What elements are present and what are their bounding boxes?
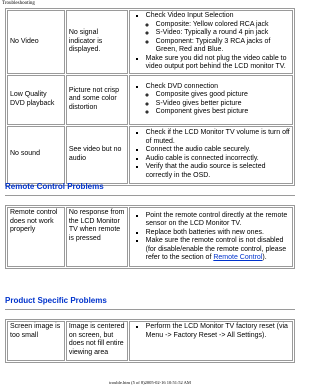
troubleshooting-table-video-audio (5, 8, 295, 186)
table-row (7, 207, 293, 267)
list-item: ▪ Check DVD connection ◦ Composite gives good picture ◦ S-Video gives better picture ◦ Component gives best picture (146, 83, 290, 117)
page-header: Troubleshooting (2, 1, 35, 6)
solution-cell (129, 10, 293, 74)
solution-cell (129, 75, 293, 125)
section-divider (5, 309, 295, 310)
section-title-product-specific: Product Specific Problems (5, 296, 107, 305)
problem-cell: No sound (7, 126, 65, 184)
problem-cell: Screen image is too small (7, 321, 65, 361)
problem-cell: Remote control does not work properly (7, 207, 65, 267)
table-row (7, 126, 293, 184)
section-title-remote-control: Remote Control Problems (5, 182, 104, 191)
table-row (7, 10, 293, 74)
list-item: ▪ Verify that the audio source is selected correctly in the OSD. (146, 163, 290, 180)
list-item: ▪ Perform the LCD Monitor TV factory reset (via Menu -> Factory Reset -> All Settings). (146, 323, 290, 340)
problem-cell: No Video (7, 10, 65, 74)
table-row (7, 321, 293, 361)
list-item: ◦ Composite gives good picture (156, 91, 290, 100)
symptom-cell: No response from the LCD Monitor TV when remote is pressed (66, 207, 128, 267)
page-footer: trouble.htm (5 of 8)2005-02-16 10:51:52 AM (109, 380, 191, 385)
list-item: ◦ Component: Typically 3 RCA jacks of Green, Red and Blue. (156, 38, 290, 55)
list-item: ▪ Replace both batteries with new ones. (146, 229, 290, 238)
list-item: ◦ Component gives best picture (156, 108, 290, 117)
list-item: ▪ Check if the LCD Monitor TV volume is turn off of muted. (146, 129, 290, 146)
list-item: ▪ Connect the audio cable securely. (146, 146, 290, 155)
list-item: ▪ Point the remote control directly at the remote sensor on the LCD Monitor TV. (146, 212, 290, 229)
problem-cell: Low Quality DVD playback (7, 75, 65, 125)
solution-cell (129, 207, 293, 267)
list-item: ▪ Audio cable is connected incorrectly. (146, 155, 290, 164)
remote-control-link[interactable]: Remote Control (213, 254, 263, 261)
list-item: ◦ Composite: Yellow colored RCA jack (156, 21, 290, 30)
list-item: ◦ S-Video: Typically a round 4 pin jack (156, 29, 290, 38)
list-item: ◦ S-Video gives better picture (156, 100, 290, 109)
list-item: ▪ Check Video Input Selection ◦ Composite: Yellow colored RCA jack ◦ S-Video: Typically a round 4 pin jack ◦ Component: Typically 3 RCA jacks of Green, Red and Blue. (146, 12, 290, 55)
symptom-cell: See video but no audio (66, 126, 128, 184)
list-item: ▪ Make sure you did not plug the video cable to video output port behind the LCD monitor TV. (146, 55, 290, 72)
symptom-cell: Image is centered on screen, but does not fill entire viewing area (66, 321, 128, 361)
symptom-cell: No signal indicator is displayed. (66, 10, 128, 74)
troubleshooting-table-product (5, 319, 295, 363)
troubleshooting-table-remote (5, 205, 295, 269)
solution-cell (129, 321, 293, 361)
solution-cell (129, 126, 293, 184)
section-divider (5, 195, 295, 196)
list-item: ▪ Make sure the remote control is not disabled (for disable/enable the remote control, please refer to the section of Remote Control). (146, 237, 290, 263)
table-row (7, 75, 293, 125)
symptom-cell: Picture not crisp and some color distortion (66, 75, 128, 125)
